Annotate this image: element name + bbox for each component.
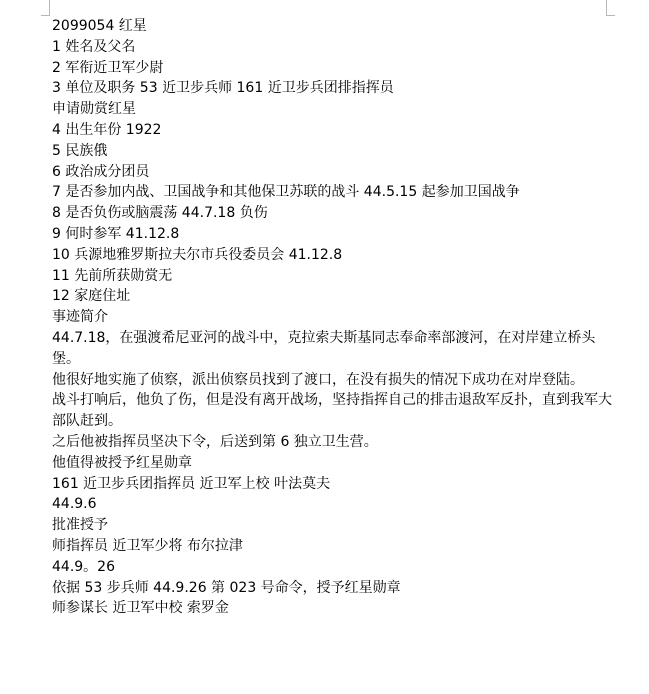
document-body <box>52 16 612 619</box>
field-home-address: 12 家庭住址 <box>52 288 131 305</box>
award-requested: 申请勋赏红星 <box>52 101 136 118</box>
field-wounds: 8 是否负伤或脑震荡 44.7.18 负伤 <box>52 205 268 222</box>
deed-paragraph: 44.7.18，在强渡希尼亚河的战斗中，克拉索夫斯基同志奉命率部渡河，在对岸建立桥头堡。 <box>52 329 596 367</box>
division-signature-date: 44.9。26 <box>52 558 115 575</box>
evacuation-note: 之后他被指挥员坚决下令，后送到第 6 独立卫生营。 <box>52 433 378 450</box>
page-corner-mark-left <box>41 0 50 16</box>
division-commander-signature: 师指挥员 近卫军少将 布尔拉津 <box>52 537 243 554</box>
field-conscription-office: 10 兵源地雅罗斯拉夫尔市兵役委员会 41.12.8 <box>52 246 343 263</box>
regiment-signature-date: 44.9.6 <box>52 496 97 513</box>
chief-of-staff-signature: 师参谋长 近卫军中校 索罗金 <box>52 600 229 617</box>
section-heading-deeds: 事迹简介 <box>52 309 108 326</box>
field-unit-position: 3 单位及职务 53 近卫步兵师 161 近卫步兵团排指挥员 <box>52 80 394 97</box>
field-political-status: 6 政治成分团员 <box>52 163 150 180</box>
field-name: 1 姓名及父名 <box>52 38 136 55</box>
field-birth-year: 4 出生年份 1922 <box>52 121 162 138</box>
field-rank: 2 军衔近卫军少尉 <box>52 59 164 76</box>
regiment-commander-signature: 161 近卫步兵团指挥员 近卫军上校 叶法莫夫 <box>52 475 331 492</box>
recommendation-statement: 他值得被授予红星勋章 <box>52 454 192 471</box>
page-corner-mark-right <box>606 0 615 16</box>
field-previous-awards: 11 先前所获勋赏无 <box>52 267 173 284</box>
award-order-reference: 依据 53 步兵师 44.9.26 第 023 号命令，授予红星勋章 <box>52 579 401 596</box>
approval-statement: 批准授予 <box>52 517 108 534</box>
field-war-participation: 7 是否参加内战、卫国战争和其他保卫苏联的战斗 44.5.15 起参加卫国战争 <box>52 184 520 201</box>
field-nationality: 5 民族俄 <box>52 142 108 159</box>
deed-paragraph: 战斗打响后，他负了伤，但是没有离开战场，坚持指挥自己的排击退敌军反扑，直到我军大部队赶到。 <box>52 392 612 430</box>
award-number-title: 2099054 红星 <box>52 18 147 34</box>
field-enlistment-date: 9 何时参军 41.12.8 <box>52 225 180 242</box>
deed-paragraph: 他很好地实施了侦察，派出侦察员找到了渡口，在没有损失的情况下成功在对岸登陆。 <box>52 371 584 388</box>
